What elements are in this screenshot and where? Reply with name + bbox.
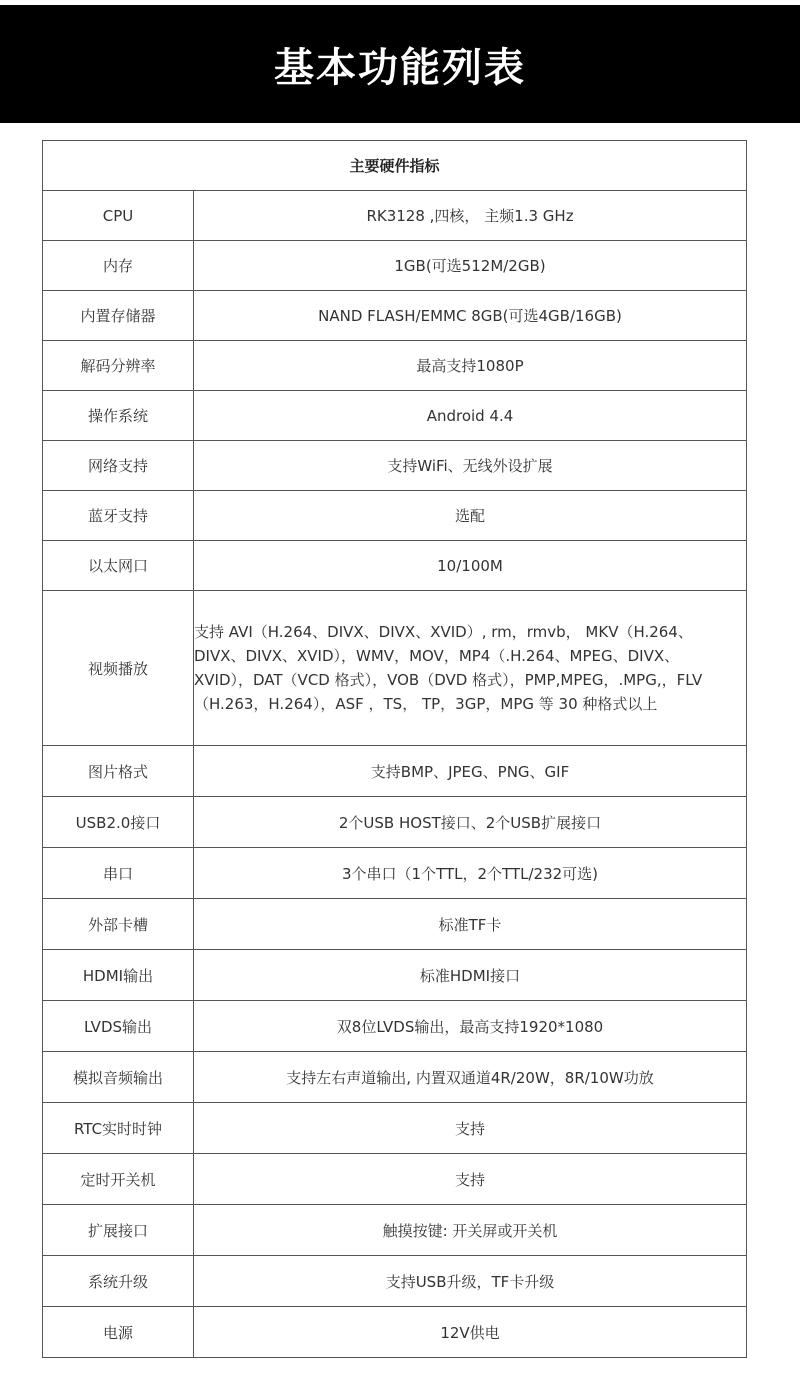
table-row — [43, 291, 747, 341]
spec-value: 支持左右声道输出, 内置双通道4R/20W，8R/10W功放 — [194, 1052, 747, 1103]
spec-value: 标准HDMI接口 — [194, 950, 747, 1001]
spec-label: 以太网口 — [43, 541, 194, 591]
spec-value: 1GB(可选512M/2GB) — [194, 241, 747, 291]
table-row — [43, 848, 747, 899]
spec-value: 最高支持1080P — [194, 341, 747, 391]
spec-value: Android 4.4 — [194, 391, 747, 441]
spec-value: 支持WiFi、无线外设扩展 — [194, 441, 747, 491]
spec-label: 定时开关机 — [43, 1154, 194, 1205]
spec-label: 解码分辨率 — [43, 341, 194, 391]
table-row — [43, 241, 747, 291]
table-row — [43, 746, 747, 797]
spec-value: 触摸按键: 开关屏或开关机 — [194, 1205, 747, 1256]
spec-label: 电源 — [43, 1307, 194, 1358]
table-row — [43, 541, 747, 591]
spec-label: USB2.0接口 — [43, 797, 194, 848]
spec-value: 支持 AVI（H.264、DIVX、DIVX、XVID）, rm，rmvb， MKV（H.264、DIVX、DIVX、XVID），WMV，MOV，MP4（.H.264、MPEG、DIVX、XVID），DAT（VCD 格式），VOB（DVD 格式），PMP,MPEG，.MPG,，FLV（H.263，H.264），ASF ，TS， TP，3GP，MPG 等 30 种格式以上 — [194, 591, 747, 746]
table-row — [43, 1307, 747, 1358]
spec-label: 网络支持 — [43, 441, 194, 491]
spec-label: 扩展接口 — [43, 1205, 194, 1256]
table-row — [43, 1154, 747, 1205]
table-row — [43, 1205, 747, 1256]
spec-label: 模拟音频输出 — [43, 1052, 194, 1103]
spec-value: 双8位LVDS输出，最高支持1920*1080 — [194, 1001, 747, 1052]
table-row — [43, 950, 747, 1001]
spec-label: 外部卡槽 — [43, 899, 194, 950]
spec-value: 选配 — [194, 491, 747, 541]
table-row — [43, 591, 747, 746]
spec-label: CPU — [43, 191, 194, 241]
table-row — [43, 797, 747, 848]
spec-label: RTC实时时钟 — [43, 1103, 194, 1154]
spec-value: 支持 — [194, 1154, 747, 1205]
spec-value: 10/100M — [194, 541, 747, 591]
table-row — [43, 491, 747, 541]
table-header-row — [43, 141, 747, 191]
table-row — [43, 1103, 747, 1154]
spec-value: NAND FLASH/EMMC 8GB(可选4GB/16GB) — [194, 291, 747, 341]
spec-value: 12V供电 — [194, 1307, 747, 1358]
table-row — [43, 341, 747, 391]
spec-label: 内存 — [43, 241, 194, 291]
spec-label: HDMI输出 — [43, 950, 194, 1001]
spec-value: 3个串口（1个TTL，2个TTL/232可选) — [194, 848, 747, 899]
table-header: 主要硬件指标 — [43, 141, 747, 191]
table-row — [43, 1001, 747, 1052]
spec-label: 视频播放 — [43, 591, 194, 746]
table-row — [43, 191, 747, 241]
spec-value: 支持 — [194, 1103, 747, 1154]
table-row — [43, 391, 747, 441]
spec-label: 图片格式 — [43, 746, 194, 797]
table-row — [43, 1052, 747, 1103]
spec-label: LVDS输出 — [43, 1001, 194, 1052]
spec-value: 支持BMP、JPEG、PNG、GIF — [194, 746, 747, 797]
table-row — [43, 1256, 747, 1307]
table-row — [43, 441, 747, 491]
spec-label: 系统升级 — [43, 1256, 194, 1307]
spec-value: RK3128 ,四核， 主频1.3 GHz — [194, 191, 747, 241]
page-title: 基本功能列表 — [274, 44, 526, 91]
hardware-spec-table — [42, 140, 747, 1358]
spec-value: 标准TF卡 — [194, 899, 747, 950]
spec-label: 蓝牙支持 — [43, 491, 194, 541]
title-banner — [0, 5, 800, 123]
table-row — [43, 899, 747, 950]
spec-label: 操作系统 — [43, 391, 194, 441]
spec-label: 串口 — [43, 848, 194, 899]
spec-label: 内置存储器 — [43, 291, 194, 341]
spec-value: 支持USB升级，TF卡升级 — [194, 1256, 747, 1307]
spec-value: 2个USB HOST接口、2个USB扩展接口 — [194, 797, 747, 848]
